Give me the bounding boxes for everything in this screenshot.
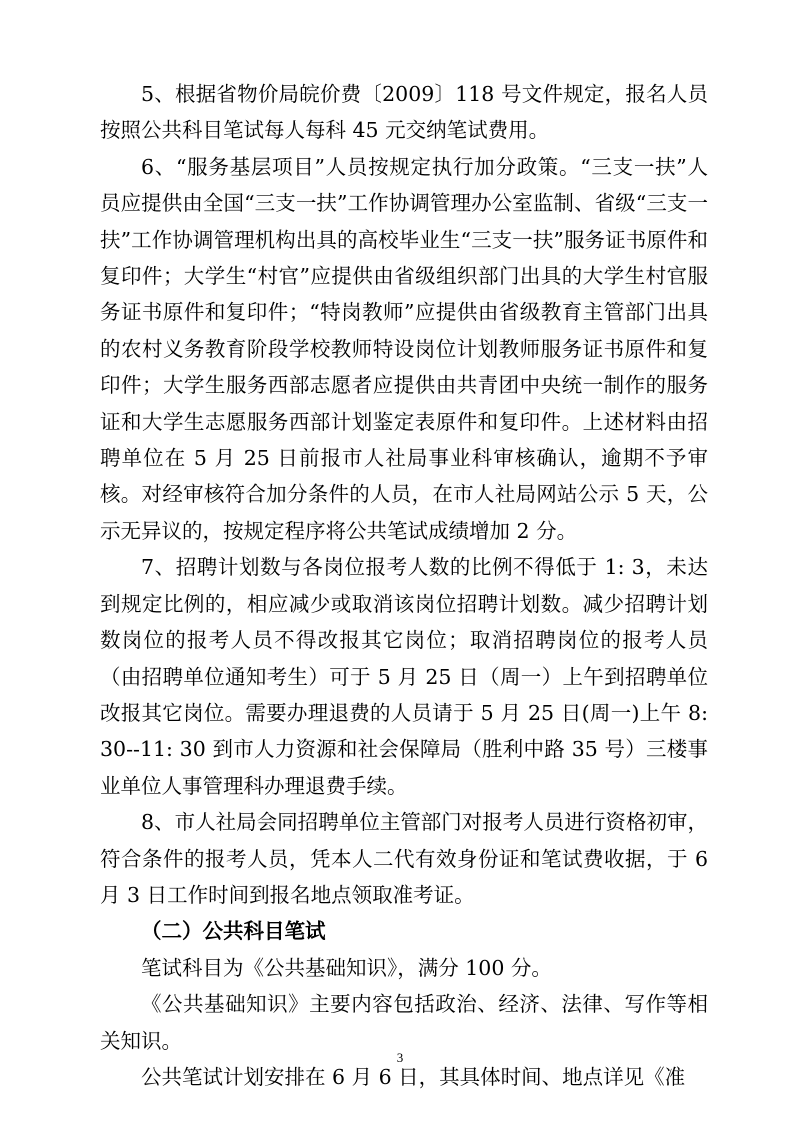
paragraph-ratio: 7、招聘计划数与各岗位报考人数的比例不得低于 1: 3，未达到规定比例的，相应减少或取消该岗位招聘计划数。减少招聘计划数岗位的报考人员不得改报其它岗位；取消招聘岗位的报考人员（由招聘单位通知考生）可于 5 月 25 日（周一）上午到招聘单位改报其它岗位。需要办理退费的人员请于 5 月 25 日(周一)上午 8: 30--11: 30 到市人力资源和社会保障局（胜利中路 35 号）三楼事业单位人事管理科办理退费手续。 bbox=[100, 555, 708, 798]
paragraph-fee: 5、根据省物价局皖价费〔2009〕118 号文件规定，报名人员按照公共科目笔试每人每科 45 元交纳笔试费用。 bbox=[100, 82, 708, 143]
paragraph-exam-subject: 笔试科目为《公共基础知识》，满分 100 分。 bbox=[141, 955, 552, 980]
section-heading: （二）公共科目笔试 bbox=[141, 919, 326, 944]
page-number: 3 bbox=[396, 1050, 404, 1065]
paragraph-exam-schedule: 公共笔试计划安排在 6 月 6 日，其具体时间、地点详见《准 bbox=[141, 1064, 686, 1089]
document-body bbox=[100, 76, 708, 1095]
paragraph-exam-content: 《公共基础知识》主要内容包括政治、经济、法律、写作等相关知识。 bbox=[100, 992, 708, 1053]
paragraph-bonus-policy: 6、“服务基层项目”人员按规定执行加分政策。“三支一扶”人员应提供由全国“三支一扶”工作协调管理办公室监制、省级“三支一扶”工作协调管理机构出具的高校毕业生“三支一扶”服务证书原件和复印件；大学生“村官”应提供由省级组织部门出具的大学生村官服务证书原件和复印件；“特岗教师”应提供由省级教育主管部门出具的农村义务教育阶段学校教师特设岗位计划教师服务证书原件和复印件；大学生服务西部志愿者应提供由共青团中央统一制作的服务证和大学生志愿服务西部计划鉴定表原件和复印件。上述材料由招聘单位在 5 月 25 日前报市人社局事业科审核确认，逾期不予审核。对经审核符合加分条件的人员，在市人社局网站公示 5 天，公示无异议的，按规定程序将公共笔试成绩增加 2 分。 bbox=[100, 154, 708, 543]
paragraph-qualification: 8、市人社局会同招聘单位主管部门对报考人员进行资格初审，符合条件的报考人员，凭本人二代有效身份证和笔试费收据，于 6 月 3 日工作时间到报名地点领取准考证。 bbox=[100, 810, 708, 907]
